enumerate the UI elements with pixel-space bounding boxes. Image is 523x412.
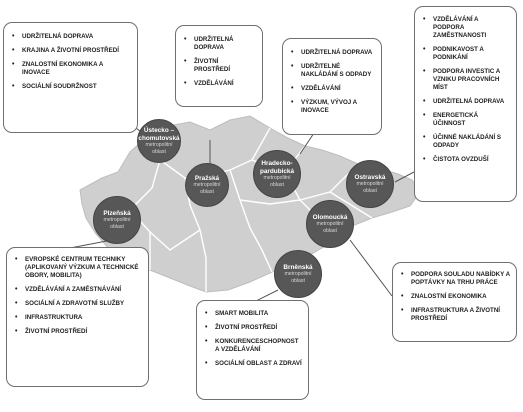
list-item: • UDRŽITELNÁ DOPRAVA xyxy=(12,33,131,41)
region-praha[interactable] xyxy=(185,163,229,207)
list-item: • ŽIVOTNÍ PROSTŘEDÍ xyxy=(184,58,256,74)
region-praha-name: Pražská xyxy=(194,174,220,182)
list-item: • UDRŽITELNÉ NAKLÁDÁNÍ S ODPADY xyxy=(291,63,375,79)
list-item: • INFRASTRUKTURA A ŽIVOTNÍ PROSTŘEDÍ xyxy=(401,307,511,323)
region-olomouc-sub1: metropolitní xyxy=(316,221,344,228)
box-hradec-list xyxy=(291,49,375,115)
list-item: • VZDĚLÁVÁNÍ xyxy=(184,80,256,88)
region-ostrava[interactable] xyxy=(346,160,394,208)
region-hradec-name1: Hradecko- xyxy=(261,160,293,167)
region-ostrava-sub1: metropolitní xyxy=(356,181,384,188)
list-item: • PODNIKAVOST A PODNIKÁNÍ xyxy=(423,46,511,62)
box-ostrava-list xyxy=(423,16,511,164)
box-plzen-list xyxy=(15,256,142,336)
region-hradec-sub1: metropolitní xyxy=(263,175,291,181)
region-olomouc-sub2: oblast xyxy=(323,227,337,234)
list-item: • SOCIÁLNÍ A ZDRAVOTNÍ SLUŽBY xyxy=(15,300,142,308)
list-item: • PODPORA SOULADU NABÍDKY A POPTÁVKY NA TRHU PRÁCE xyxy=(401,271,511,287)
list-item: • VZDĚLÁVÁNÍ A ZAMĚSTNÁVÁNÍ xyxy=(15,286,142,294)
box-olomouc xyxy=(392,262,517,342)
region-olomouc-name: Olomoucká xyxy=(312,213,348,221)
list-item: • KRAJINA A ŽIVOTNÍ PROSTŘEDÍ xyxy=(12,47,131,55)
list-item: • EVROPSKÉ CENTRUM TECHNIKY (APLIKOVANÝ VÝZKUM A TECHNICKÉ OBORY, MOBILITA) xyxy=(15,256,142,280)
list-item: • ŽIVOTNÍ PROSTŘEDÍ xyxy=(15,328,142,336)
region-hradec[interactable] xyxy=(253,150,301,198)
region-usti-name2: chomutovská xyxy=(138,134,180,142)
region-ostrava-sub2: oblast xyxy=(363,187,377,194)
region-usti[interactable] xyxy=(137,119,181,163)
list-item: • PODPORA INVESTIC A VZNIKU PRACOVNÍCH MÍST xyxy=(423,68,511,92)
connector-olomouc xyxy=(350,240,392,296)
region-praha-sub1: metropolitní xyxy=(193,182,221,189)
list-item: • ČISTOTA OVZDUŠÍ xyxy=(423,156,511,164)
region-plzen[interactable] xyxy=(93,196,141,244)
list-item: • UDRŽITELNÁ DOPRAVA xyxy=(184,36,256,52)
region-usti-sub2: oblast xyxy=(152,148,166,155)
region-ostrava-name: Ostravská xyxy=(354,173,386,181)
box-usti-list xyxy=(12,33,131,91)
region-plzen-sub1: metropolitní xyxy=(103,217,131,224)
list-item: • ÚČINNÉ NAKLÁDÁNÍ S ODPADY xyxy=(423,134,511,150)
region-praha-sub2: oblast xyxy=(200,188,214,195)
region-brno-sub2: oblast xyxy=(291,277,305,284)
box-olomouc-list xyxy=(401,271,511,323)
list-item: • VÝZKUM, VÝVOJ A INOVACE xyxy=(291,99,375,115)
region-plzen-name: Plzeňská xyxy=(103,209,131,217)
list-item: • ENERGETICKÁ ÚČINNOST xyxy=(423,112,511,128)
region-usti-name1: Ústecko – xyxy=(143,127,175,134)
list-item: • INFRASTRUKTURA xyxy=(15,314,142,322)
list-item: • ZNALOSTNÍ EKONOMIKA xyxy=(401,293,511,301)
box-usti xyxy=(3,22,138,133)
box-praha-list xyxy=(184,36,256,88)
region-brno[interactable] xyxy=(274,250,322,298)
region-olomouc[interactable] xyxy=(306,200,354,248)
region-brno-name: Brněnská xyxy=(283,263,313,271)
region-usti-sub1: metropolitní xyxy=(145,142,173,148)
list-item: • UDRŽITELNÁ DOPRAVA xyxy=(423,98,511,106)
list-item: • ZNALOSTNÍ EKONOMIKA A INOVACE xyxy=(12,61,131,77)
box-hradec xyxy=(282,38,382,135)
list-item: • UDRŽITELNÁ DOPRAVA xyxy=(291,49,375,57)
region-brno-sub1: metropolitní xyxy=(284,271,312,278)
list-item: • SOCIÁLNÍ OBLAST A ZDRAVÍ xyxy=(205,360,302,368)
box-ostrava xyxy=(414,6,517,202)
region-plzen-sub2: oblast xyxy=(110,223,124,230)
region-hradec-sub2: oblast xyxy=(270,181,284,188)
list-item: • VZDĚLÁVÁNÍ xyxy=(291,85,375,93)
list-item: • SOCIÁLNÍ SOUDRŽNOST xyxy=(12,83,131,91)
list-item: • VZDĚLÁVÁNÍ A PODPORA ZAMĚSTNANOSTI xyxy=(423,16,511,40)
list-item: • KONKURENCESCHOPNOST A VZDĚLÁVÁNÍ xyxy=(205,338,302,354)
box-praha xyxy=(175,25,263,107)
box-brno-list xyxy=(205,310,302,368)
box-brno xyxy=(196,300,309,400)
list-item: • ŽIVOTNÍ PROSTŘEDÍ xyxy=(205,324,302,332)
list-item: • SMART MOBILITA xyxy=(205,310,302,318)
region-hradec-name2: pardubická xyxy=(259,167,295,175)
box-plzen xyxy=(6,247,149,387)
